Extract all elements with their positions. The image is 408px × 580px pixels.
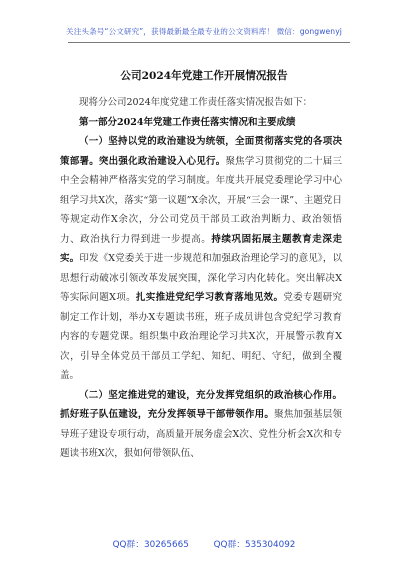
header-notice: 关注头条号“公文研究”，获得最新最全最专业的公文资料库！ 微信：gongwenyj: [66, 27, 342, 36]
section1-paragraph: [60, 132, 342, 386]
section1-text3: 党委专题研究制定工作计划，举办X专题读书班，班子成员讲包含党纪学习教育内容的专题党课。组织集中政治理论学习共X次，开展警示教育X次，引导全体党员干部员工学纪、知纪、明纪、守纪，做到全覆盖。: [60, 292, 342, 381]
part1-heading: 第一部分2024年党建工作责任落实情况和主要成绩: [79, 116, 296, 128]
section1-text2: 印发《X党委关于进一步规范和加强政治理论学习的意见》，以思想行动破冰引领改革发展突围，深化学习内化转化。突出解决X等实际问题X项。: [60, 253, 342, 303]
document-title: 公司2024年党建工作开展情况报告: [120, 70, 288, 82]
section2-text1: 聚焦加强基层领导班子建设专项行动，高质量开展务虚会X次、党性分析会X次和专题读书班X次，狠如何带领队伍、: [60, 409, 342, 459]
document-body: [60, 93, 342, 464]
footer-contacts: [0, 537, 408, 550]
footer-qq-group-2: QQ群：535304092: [213, 540, 296, 550]
section1-text1: 聚焦学习贯彻党的二十届三中全会精神严格落实党的学习制度。年度共开展党委理论学习中心组学习共X次，落实“第一议题”X余次，开展“三会一课”、主题党日等规定动作X余次，分公司党员干部员工政治判断力、政治领悟力、政治执行力得到进一步提高。: [60, 155, 342, 245]
section1-subheading2: 持续巩固拓展主题教育走深走实。: [60, 233, 342, 264]
footer-qq-group-1: QQ群：30265665: [112, 540, 189, 550]
header-divider: [68, 42, 350, 43]
section1-heading: （一）坚持以党的政治建设为统领，全面贯彻落实党的各项决策部署。突出强化政治建设入心见行。: [60, 136, 342, 167]
section2-heading: （二）坚定推进党的建设，充分发挥党组织的政治核心作用。抓好班子队伍建设，充分发挥领导干部带领作用。: [60, 389, 342, 420]
section2-paragraph: [60, 386, 342, 464]
intro-paragraph: 现将分公司2024年度党建工作责任落实情况报告如下：: [79, 97, 313, 108]
section1-subheading3: 扎实推进党纪学习教育落地见效。: [135, 292, 284, 303]
